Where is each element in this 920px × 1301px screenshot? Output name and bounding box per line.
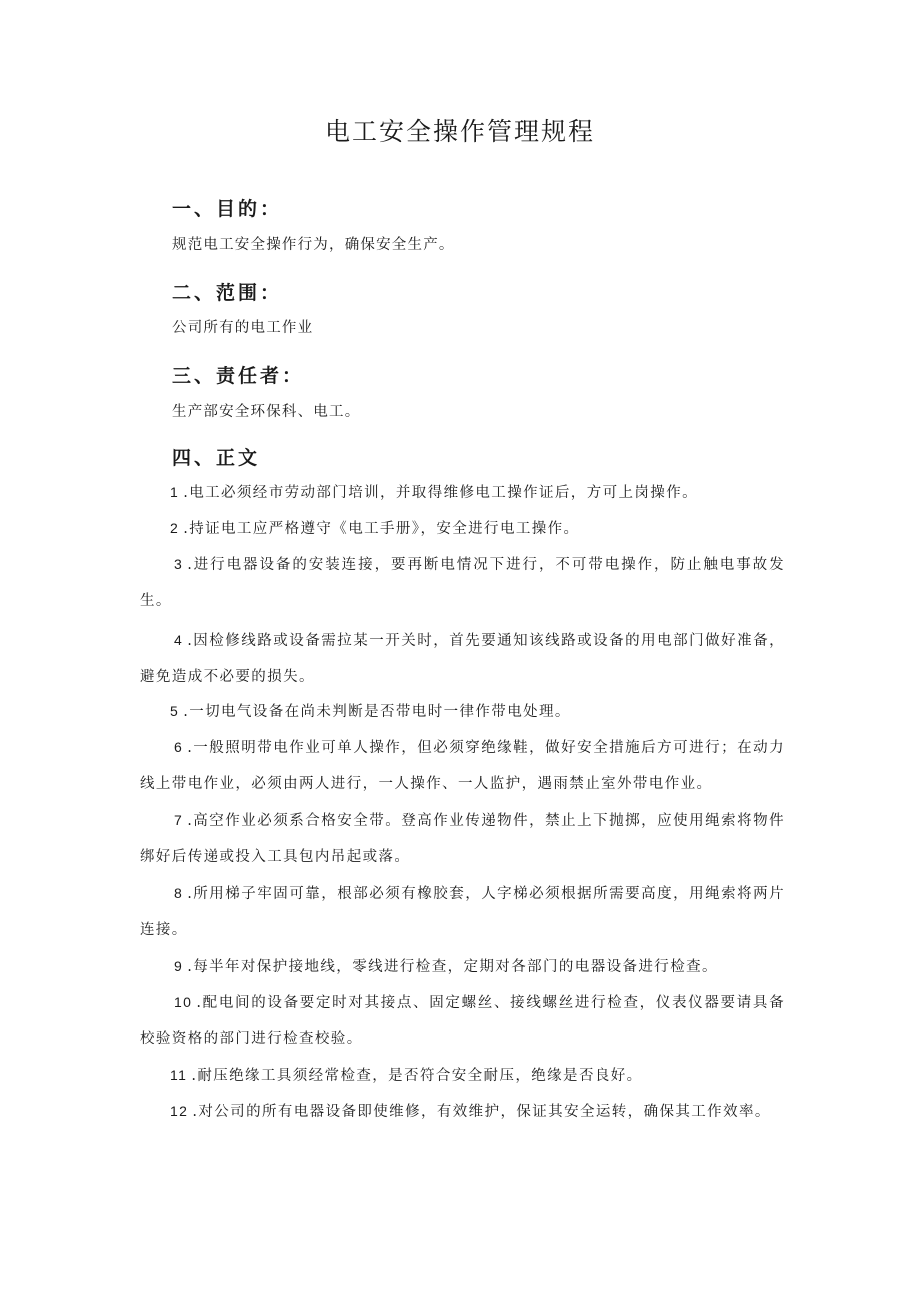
list-item [140,1093,785,1130]
section-text-responsible: 生产部安全环保科、电工。 [172,404,361,420]
item-text: .电工必须经市劳动部门培训，并取得维修电工操作证后，方可上岗操作。 [183,485,698,501]
section-text-scope: 公司所有的电工作业 [172,320,314,336]
item-text: .进行电器设备的安装连接，要再断电情况下进行，不可带电操作，防止触电事故发生。 [140,557,785,609]
section-text-purpose: 规范电工安全操作行为，确保安全生产。 [172,237,455,253]
item-text: .配电间的设备要定时对其接点、固定螺丝、接线螺丝进行检查，仪表仪器要请具备校验资格的部门进行检查校验。 [140,995,785,1047]
item-number: 7 [174,812,184,828]
item-number: 6 [174,739,184,755]
item-number: 8 [174,885,184,901]
item-text: .因检修线路或设备需拉某一开关时，首先要通知该线路或设备的用电部门做好准备，避免造成不必要的损失。 [140,633,785,685]
item-number: 9 [174,958,184,974]
item-number: 4 [174,632,184,648]
list-item [140,984,785,1057]
item-number: 5 [170,703,180,719]
list-item [140,546,785,619]
item-number: 3 [174,556,184,572]
section-heading-scope: 二、范围： [172,282,283,304]
section-heading-body: 四、正文 [172,447,261,469]
list-item [140,510,785,547]
item-text: .持证电工应严格遵守《电工手册》，安全进行电工操作。 [183,521,580,537]
item-text: .对公司的所有电器设备即使维修，有效维护，保证其安全运转，确保其工作效率。 [192,1104,771,1120]
item-text: .高空作业必须系合格安全带。登高作业传递物件，禁止上下抛掷，应使用绳索将物件绑好后传递或投入工具包内吊起或落。 [140,813,785,865]
list-item [140,802,785,875]
item-text: .一般照明带电作业可单人操作，但必须穿绝缘鞋，做好安全措施后方可进行；在动力线上带电作业，必须由两人进行，一人操作、一人监护，遇雨禁止室外带电作业。 [140,740,785,792]
list-item [140,622,785,695]
item-number: 10 [174,994,193,1010]
item-text: .耐压绝缘工具须经常检查，是否符合安全耐压，绝缘是否良好。 [191,1068,643,1084]
item-text: .一切电气设备在尚未判断是否带电时一律作带电处理。 [183,704,571,720]
item-number: 1 [170,484,180,500]
item-number: 11 [170,1067,188,1083]
item-number: 2 [170,520,180,536]
list-item [140,875,785,948]
item-text: .每半年对保护接地线，零线进行检查，定期对各部门的电器设备进行检查。 [187,959,718,975]
list-item [140,693,785,730]
item-text: .所用梯子牢固可靠，根部必须有橡胶套，人字梯必须根据所需要高度，用绳索将两片连接。 [140,886,785,938]
document-title: 电工安全操作管理规程 [324,117,595,146]
list-item [140,729,785,802]
list-item [140,474,785,511]
section-heading-purpose: 一、目的： [172,198,283,220]
list-item [140,948,785,985]
list-item [140,1057,785,1094]
item-number: 12 [170,1103,189,1119]
section-heading-responsible: 三、责任者： [172,365,305,387]
